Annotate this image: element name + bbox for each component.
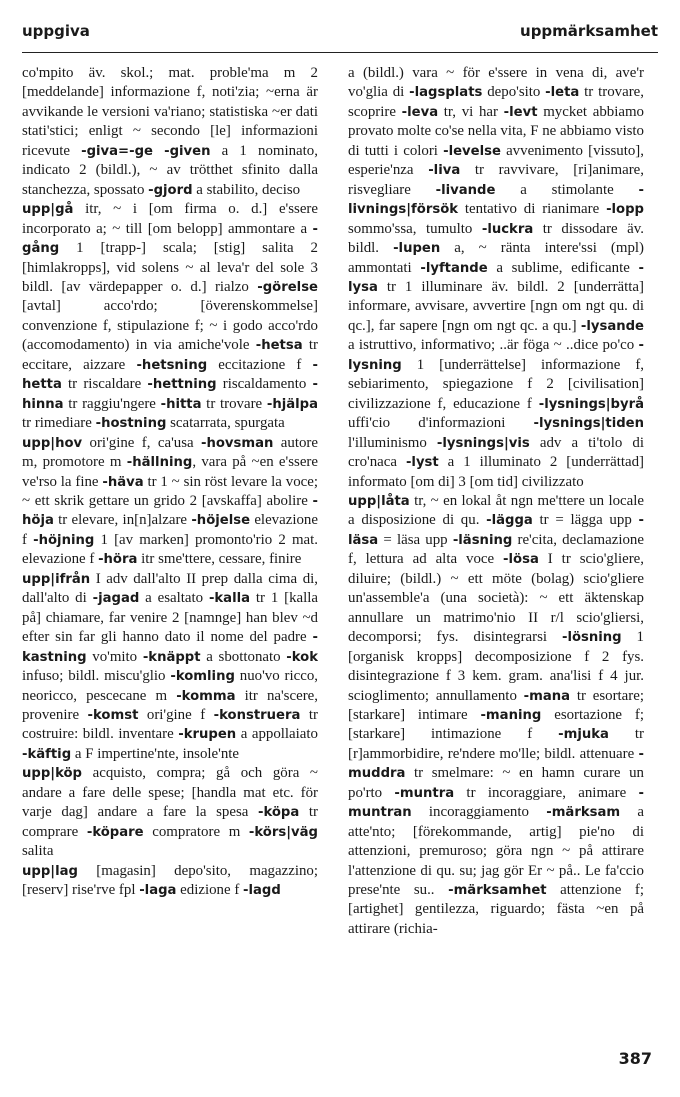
headword: -görelse [257, 279, 318, 295]
headword: -given [164, 143, 211, 159]
headword: upp|hov [22, 435, 83, 451]
headword: -lysa [348, 260, 644, 295]
headword: -märksamhet [448, 883, 547, 899]
headword: -hitta [160, 396, 202, 412]
headword: -hetta [22, 357, 318, 393]
headword: -köpare [86, 824, 144, 840]
headword: -lysnings|vis [436, 435, 530, 451]
headword: -höra [98, 552, 138, 568]
headword: -höjning [33, 532, 95, 548]
header-left-word: uppgiva [22, 22, 90, 40]
header-right-word: uppmärksamhet [520, 22, 658, 40]
running-header [22, 14, 658, 40]
headword: -lopp [606, 202, 644, 218]
headword: -lyftande [420, 260, 488, 276]
headword: -lösa [503, 552, 539, 568]
headword: -lagsplats [409, 85, 483, 101]
left-column [22, 64, 318, 1064]
page-number: 387 [618, 1049, 652, 1068]
entry-uppga: upp|gå itr, ~ i [om firma o. d.] e'ssere incorporato a; ~ till [om belopp] ammontare a -gång 1 [trapp-] scala; [stig] salita 2 [himlakropps], vid solens ~ al leva'r del sole 3 bildl. [av värdepapper o. d.] rialzo -görelse [avtal] acco'rdo; [överenskommelse] convenzione f, stipulazione f; ~ i godo acco'rdo (accomodamento) in via amiche'vole -hetsa tr eccitare, aizzare -hetsning eccitazione f -hetta tr riscaldare -hettning riscaldamento -hinna tr raggiu'ngere -hitta tr trovare -hjälpa tr rimediare -hostning scatarrata, spurgata [22, 201, 318, 432]
headword: -märksam [546, 805, 621, 821]
entry-upplag: upp|lag [magasin] depo'sito, magazzino; [reserv] rise'rve fpl -laga edizione f -lagd [22, 862, 318, 899]
headword: -hettning [147, 377, 217, 393]
headword: -lägga [486, 513, 533, 529]
headword: -körs|väg [248, 824, 318, 840]
headword: -konstruera [213, 707, 301, 723]
headword: -höjelse [191, 513, 251, 529]
headword: -maning [480, 707, 542, 723]
headword: -gång [22, 221, 318, 257]
headword: upp|ifrån [22, 571, 91, 587]
headword: -lupen [393, 241, 441, 257]
entry-uppkop: upp|köp acquisto, compra; gå och göra ~ andare a fare delle spese; [handla mat etc. för varje dag] andare a fare la spesa -köpa tr comprare -köpare compratore m -körs|väg salita [22, 765, 318, 860]
headword: -lysnings|tiden [533, 416, 644, 432]
headword: -krupen [178, 727, 237, 743]
headword: -livande [435, 182, 496, 198]
headword: -komma [176, 688, 236, 704]
headword: -hetsa [255, 338, 303, 354]
headword: -hostning [95, 416, 167, 432]
headword: -hinna [22, 377, 318, 412]
headword: upp|låta [348, 493, 410, 509]
headword: -laga [139, 883, 177, 899]
entry-uppifran: upp|ifrån I adv dall'alto II prep dalla cima di, dall'alto di -jagad a esaltato -kalla tr 1 [kalla på] chiamare, far venire 2 [namnge] han blev ~d efter sin far gli hanno dato il nome del padre -kastning vo'mito -knäppt a sbottonato -kok infuso; bildl. miscu'glio -komling nuo'vo ricco, neoricco, pescecane m -komma itr na'scere, provenire -komst ori'gine f -konstruera tr costruire: bildl. inventare -krupen a appollaiato -käftig a F impertine'nte, insole'nte [22, 570, 318, 762]
headword: -läsning [452, 532, 513, 548]
entry-upplagd-cont: a (bildl.) vara ~ för e'ssere in vena di, ave'r vo'glia di -lagsplats depo'sito -leta tr trovare, scoprire -leva tr, vi har -levt mycket abbiamo provato molte co'se nella vita, F ne abbiamo visto di tutti i colori -levelse avvenimento [vissuto], esperie'nza -liva tr ravvivare, [ri]animare, risvegliare -livande a stimolante -livnings|försök tentativo di rianimare -lopp sommo'ssa, tumulto -luckra tr dissodare äv. bildl. -lupen a, ~ ränta intere'ssi (mpl) ammontati -lyftande a sublime, edificante -lysa tr 1 illuminare äv. bildl. 2 [underrätta] informare, avvisare, avvertire [ngn om ngt qu. di qc.], far sapere [ngn om ngt qc. a qu.] -lysande a istruttivo, informativo; ..är föga ~ ..dice po'co -lysning 1 [underrättelse] informazione f, sebiarimento, spiegazione f 2 [civilisation] civilizzazione f, educazione f -lysnings|byrå uffi'cio d'informazioni -lysnings|tiden l'illuminismo -lysnings|vis adv a ti'tolo di cro'naca -lyst a 1 illuminato 2 [underrättad] informato [om di] 3 [om tid] civilizzato [348, 65, 644, 490]
headword: -komst [87, 707, 139, 723]
headword: -hjälpa [266, 396, 318, 412]
headword: -lysning [348, 338, 644, 373]
headword: -knäppt [142, 649, 201, 665]
headword: -ge [129, 143, 153, 159]
headword: -läsa [348, 513, 644, 548]
headword: -kok [286, 649, 318, 665]
headword: -lysande [580, 318, 644, 334]
headword: -lysnings|byrå [538, 396, 644, 412]
entry-uppgiva-cont: co'mpito äv. skol.; mat. proble'ma m 2 [meddelande] informazione f, noti'zia; ~erna är avvikande le versioni va'riano; statistiska ~er dati stati'stici; enligt ~ secondo [le] informazioni ricevute -giva=-ge -given a 1 nominato, indicato 2 (bildl.), ~ av trötthet sfinito dalla stanchezza, spossato -gjord a stabilito, deciso [22, 65, 318, 198]
headword: -höja [22, 493, 318, 529]
headword: upp|gå [22, 202, 74, 218]
right-column [348, 64, 644, 1064]
headword: -köpa [257, 805, 300, 821]
headword: -kalla [208, 591, 251, 607]
headword: -lösning [561, 630, 622, 646]
headword: -leva [401, 104, 439, 120]
headword: -komling [170, 669, 235, 685]
entry-upphov: upp|hov ori'gine f, ca'usa -hovsman autore m, promotore m -hällning, vara på ~en e'ssere ve'rso la fine -häva tr 1 ~ sin röst levare la voce; ~ ett skrik gettare un grido 2 [avskaffa] abolire -höja tr elevare, in[n]alzare -höjelse elevazione f -höjning 1 [av marken] promonto'rio 2 mat. elevazione f -höra itr sme'ttere, cessare, finire [22, 434, 318, 568]
headword: -häva [102, 474, 144, 490]
headword: -kastning [22, 630, 318, 665]
headword: upp|lag [22, 863, 78, 879]
headword: -luckra [481, 221, 534, 237]
headword: upp|köp [22, 766, 83, 782]
headword: -livnings|försök [348, 182, 644, 218]
headword: -hovsman [201, 435, 274, 451]
headword: -jagad [92, 591, 140, 607]
entry-upplata: upp|låta tr, ~ en lokal åt ngn me'ttere un locale a disposizione di qu. -lägga tr = lägga upp -läsa = läsa upp -läsning re'cita, declamazione f, lettura ad alta voce -lösa I tr scio'gliere, diluire; (bildl.) ~ ett möte (bolag) scio'gliere un'assemble'a (una società): ~ ett äktenskap annullare un matrimo'nio II r/l scio'gliersi, decomporsi; fys. disintegrarsi -lösning 1 [organisk kropps] decomposizione f 2 fys. disintegrazione f 3 kem. gram. ana'lisi f 4 jur. scioglimento; annullamento -mana tr esortare; [starkare] intimare -maning esortazione f; [starkare] intimazione f -mjuka tr [r]ammorbidire, re'ndere mo'lle; bildl. attenuare -muddra tr smelmare: ~ en hamn curare un po'rto -muntra tr incoraggiare, animare -muntran incoraggiamento -märksam a atte'nto; [förekommande, artig] pie'no di attenzioni, premuroso; göra ngn ~ på attirare l'attenzione di qu. su; jag gör Er ~ på.. Le fa'ccio prese'nte su.. -märksamhet attenzione f; [artighet] gentilezza, riguardo; fästa ~en på attirare (richia- [348, 492, 644, 937]
headword: -mana [523, 688, 571, 704]
headword: -muntran [348, 785, 644, 821]
headword: -hetsning [136, 357, 208, 373]
headword: -muntra [394, 785, 455, 801]
headword: -muddra [348, 746, 644, 782]
headword: -leta [545, 85, 580, 101]
headword: -gjord [148, 182, 193, 198]
headword: -mjuka [558, 727, 609, 743]
headword: -käftig [22, 746, 72, 762]
header-rule [22, 52, 658, 53]
headword: -giva= [81, 143, 130, 159]
headword: -levelse [443, 143, 501, 159]
headword: -liva [428, 163, 461, 179]
headword: -lyst [405, 455, 439, 471]
headword: -lagd [243, 883, 281, 899]
headword: -levt [503, 104, 538, 120]
headword: -hällning [126, 455, 193, 471]
